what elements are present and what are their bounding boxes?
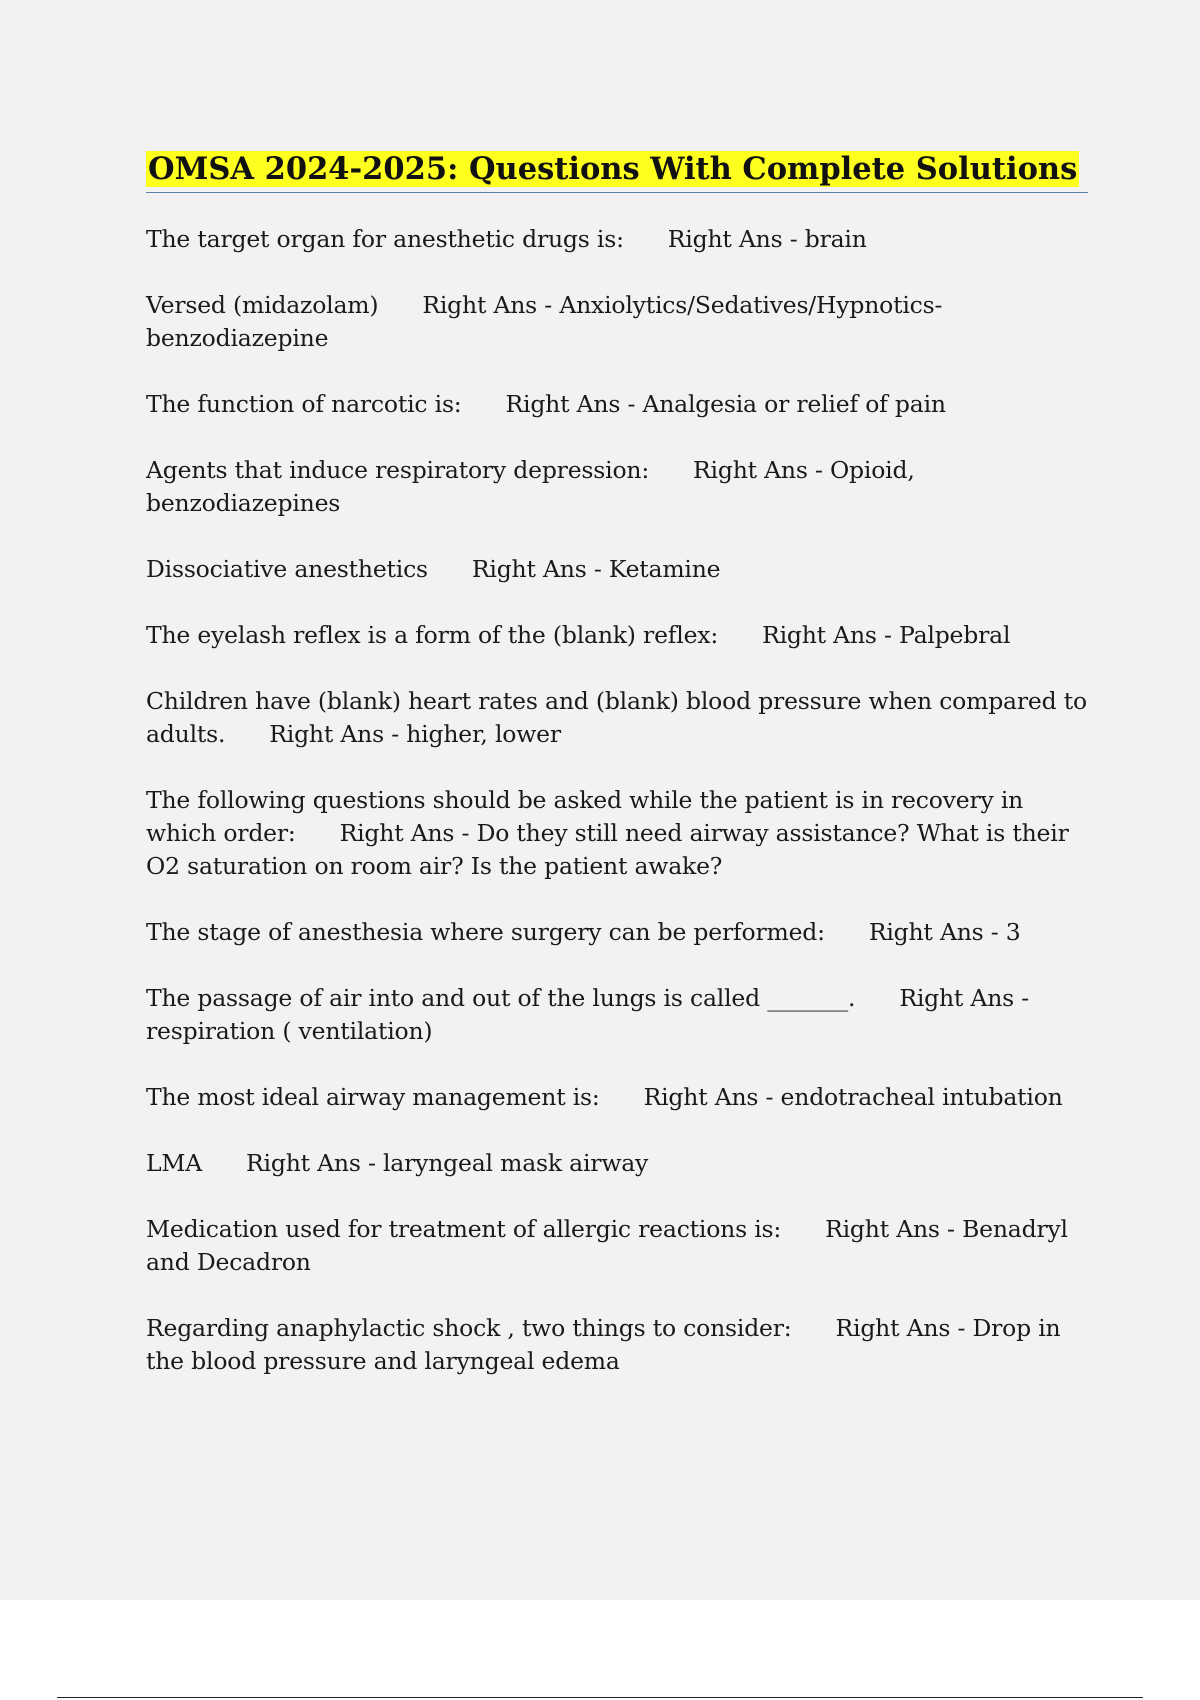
question-text: The most ideal airway management is: (146, 1083, 600, 1111)
footer-divider (57, 1697, 1143, 1698)
answer-text: Right Ans - laryngeal mask airway (246, 1149, 649, 1177)
qa-item (146, 685, 1088, 751)
qa-item (146, 454, 1088, 520)
qa-item (146, 784, 1088, 883)
qa-item (146, 619, 1088, 652)
answer-text: Right Ans - Anxiolytics/Sedatives/Hypnotics-benzodiazepine (146, 291, 943, 352)
answer-text: Right Ans - respiration ( ventilation) (146, 984, 1030, 1045)
question-text: Regarding anaphylactic shock , two things to consider: (146, 1314, 792, 1342)
question-text: The following questions should be asked while the patient is in recovery in which order: (146, 786, 1024, 847)
answer-text: Right Ans - Palpebral (762, 621, 1011, 649)
answer-text: Right Ans - brain (667, 225, 867, 253)
qa-item (146, 1147, 1088, 1180)
answer-text: Right Ans - Drop in the blood pressure and laryngeal edema (146, 1314, 1061, 1375)
question-text: Agents that induce respiratory depression: (146, 456, 650, 484)
document-content (146, 148, 1088, 1411)
answer-text: Right Ans - higher, lower (269, 720, 561, 748)
answer-text: Right Ans - endotracheal intubation (643, 1083, 1063, 1111)
question-text: Medication used for treatment of allergic reactions is: (146, 1215, 782, 1243)
question-text: The stage of anesthesia where surgery can be performed: (146, 918, 825, 946)
answer-text: Right Ans - Do they still need airway assistance? What is their O2 saturation on room air? Is the patient awake? (146, 819, 1069, 880)
answer-text: Right Ans - 3 (868, 918, 1021, 946)
qa-item (146, 916, 1088, 949)
qa-item (146, 289, 1088, 355)
question-text: The eyelash reflex is a form of the (blank) reflex: (146, 621, 719, 649)
qa-item (146, 223, 1088, 256)
qa-item (146, 982, 1088, 1048)
qa-item (146, 553, 1088, 586)
question-text: Dissociative anesthetics (146, 555, 428, 583)
answer-text: Right Ans - Benadryl and Decadron (146, 1215, 1068, 1276)
question-text: Versed (midazolam) (146, 291, 379, 319)
question-text: The passage of air into and out of the lungs is called _______. (146, 984, 856, 1012)
qa-item (146, 1312, 1088, 1378)
question-text: The function of narcotic is: (146, 390, 462, 418)
answer-text: Right Ans - Ketamine (471, 555, 721, 583)
answer-text: Right Ans - Opioid, benzodiazepines (146, 456, 915, 517)
question-text: The target organ for anesthetic drugs is: (146, 225, 624, 253)
question-text: LMA (146, 1149, 203, 1177)
qa-item (146, 388, 1088, 421)
qa-item (146, 1213, 1088, 1279)
question-text: Children have (blank) heart rates and (blank) blood pressure when compared to adults. (146, 687, 1087, 748)
answer-text: Right Ans - Analgesia or relief of pain (505, 390, 946, 418)
qa-item (146, 1081, 1088, 1114)
document-title: OMSA 2024-2025: Questions With Complete Solutions (148, 151, 1078, 187)
title-rule (146, 148, 1088, 193)
